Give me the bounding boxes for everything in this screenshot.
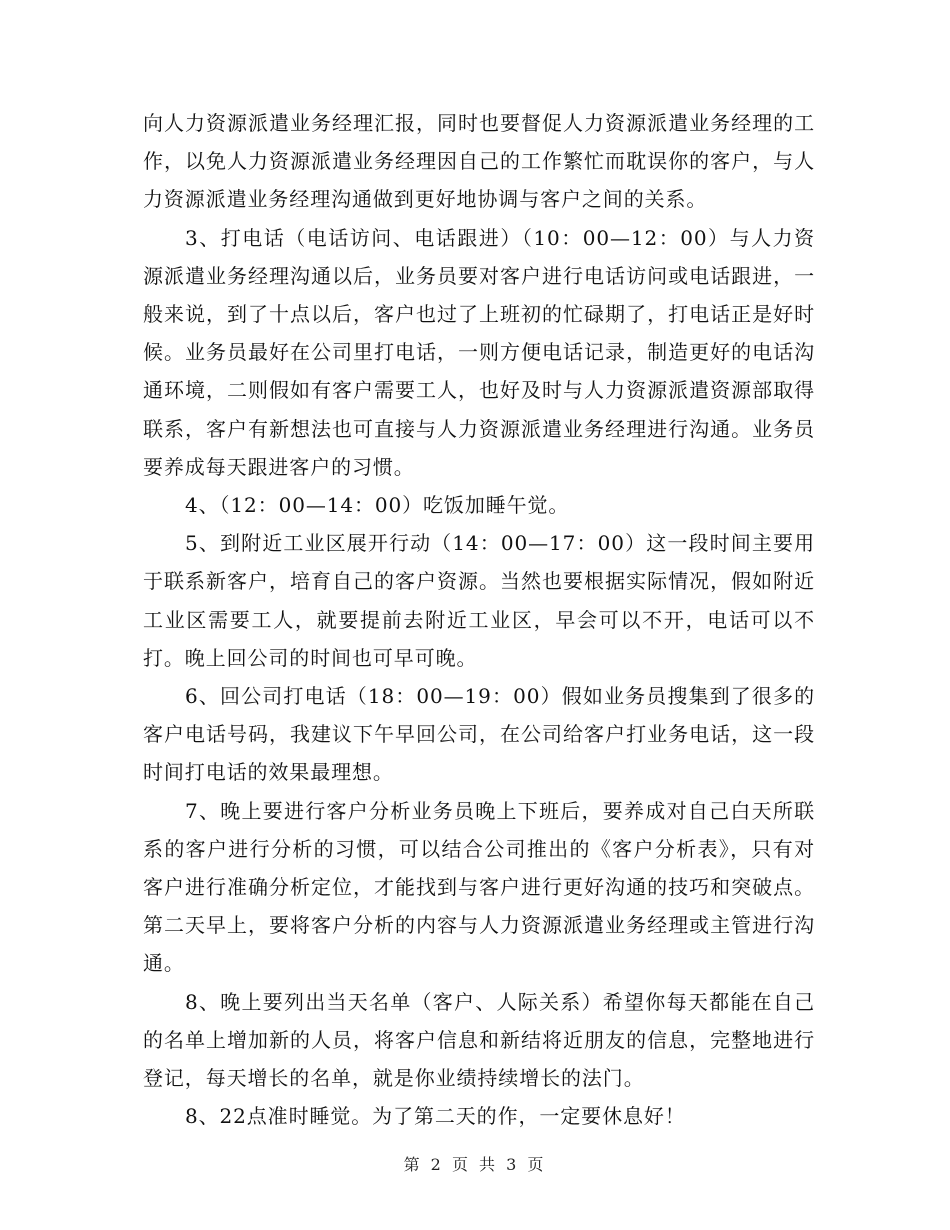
paragraph-item-5-industrial-zone: 5、到附近工业区展开行动（14：00—17：00）这一段时间主要用于联系新客户，培育自己的客户资源。当然也要根据实际情况，假如附近工业区需要工人，就要提前去附近工业区，早会可以不开，电话可以不打。晚上回公司的时间也可早可晚。: [143, 531, 815, 670]
paragraph-item-7-client-analysis: 7、晚上要进行客户分析业务员晚上下班后，要养成对自己白天所联系的客户进行分析的习惯，可以结合公司推出的《客户分析表》，只有对客户进行准确分析定位，才能找到与客户进行更好沟通的技巧和突破点。第二天早上，要将客户分析的内容与人力资源派遣业务经理或主管进行沟通。: [143, 798, 815, 976]
document-body: [143, 104, 815, 1135]
paragraph-continuation: 向人力资源派遣业务经理汇报，同时也要督促人力资源派遣业务经理的工作，以免人力资源派遣业务经理因自己的工作繁忙而耽误你的客户，与人力资源派遣业务经理沟通做到更好地协调与客户之间的关系。: [143, 111, 815, 212]
paragraph-item-4-lunch: 4、（12：00—14：00）吃饭加睡午觉。: [185, 493, 570, 518]
paragraph-item-8-sleep: 8、22点准时睡觉。为了第二天的作，一定要休息好！: [185, 1104, 686, 1129]
paragraph-item-8-name-list: 8、晚上要列出当天名单（客户、人际关系）希望你每天都能在自己的名单上增加新的人员，将客户信息和新结将近朋友的信息，完整地进行登记，每天增长的名单，就是你业绩持续增长的法门。: [143, 989, 815, 1091]
page-footer: 第 2 页 共 3 页: [403, 1155, 547, 1174]
paragraph-item-3-phone-calls: 3、打电话（电话访问、电话跟进）（10：00—12：00）与人力资源派遣业务经理沟通以后，业务员要对客户进行电话访问或电话跟进，一般来说，到了十点以后，客户也过了上班初的忙碌期了，打电话正是好时候。业务员最好在公司里打电话，一则方便电话记录，制造更好的电话沟通环境，二则假如有客户需要工人，也好及时与人力资源派遣资源部取得联系，客户有新想法也可直接与人力资源派遣业务经理进行沟通。业务员要养成每天跟进客户的习惯。: [143, 225, 815, 479]
paragraph-item-6-return-office: 6、回公司打电话（18：00—19：00）假如业务员搜集到了很多的客户电话号码，我建议下午早回公司，在公司给客户打业务电话，这一段时间打电话的效果最理想。: [143, 684, 815, 785]
